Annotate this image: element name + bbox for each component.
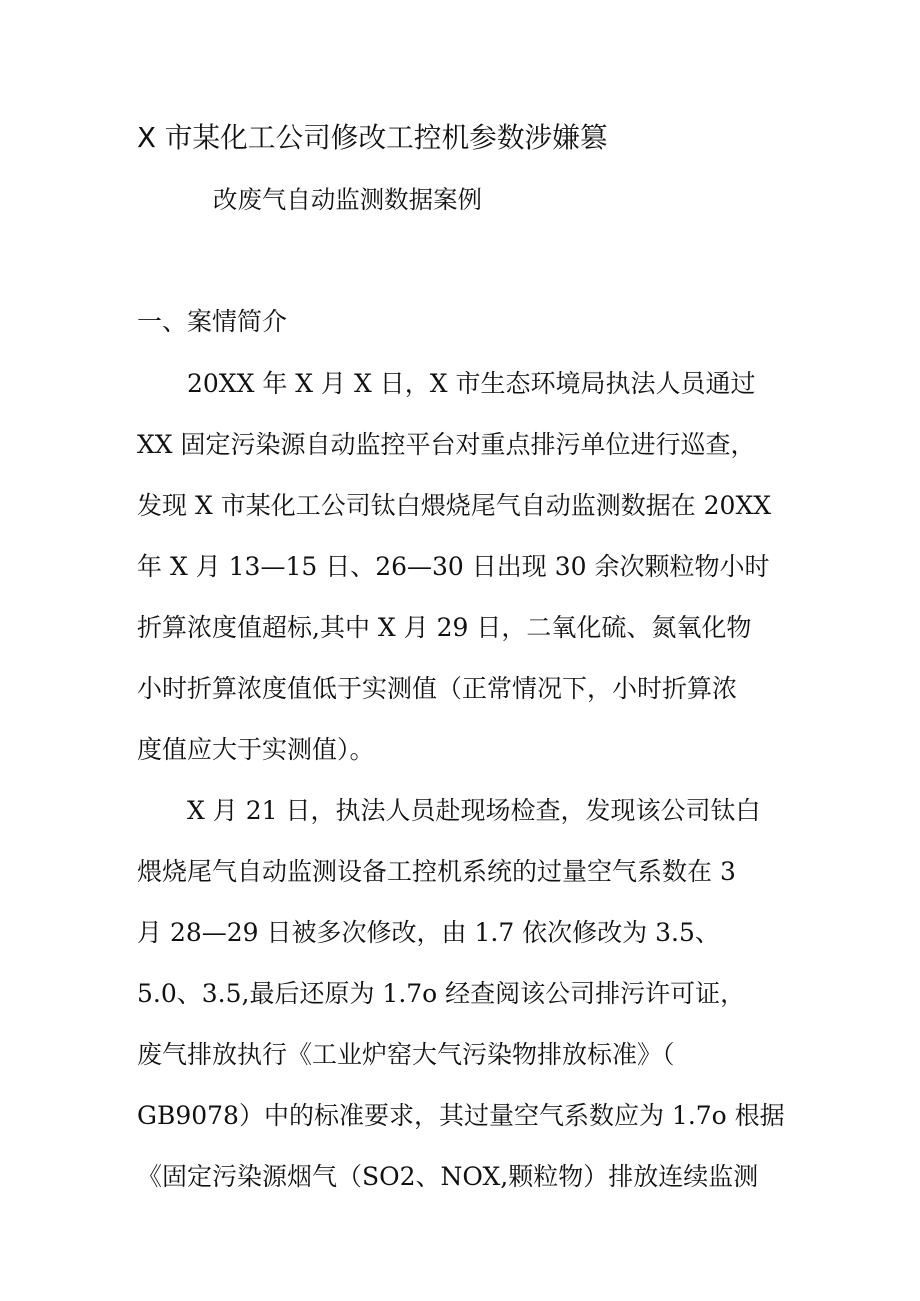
paragraph-1-line-4: 年 X 月 13—15 日、26—30 日出现 30 余次颗粒物小时 (137, 552, 770, 581)
paragraph-1-line-3: 发现 X 市某化工公司钛白煨烧尾气自动监测数据在 20XX (137, 491, 772, 520)
paragraph-2-line-2: 煨烧尾气自动监测设备工控机系统的过量空气系数在 3 (137, 857, 736, 886)
paragraph-2-line-4: 5.0、3.5,最后还原为 1.7o 经查阅该公司排污许可证， (137, 979, 746, 1008)
paragraph-2-line-6: GB9078）中的标准要求，其过量空气系数应为 1.7o 根据 (137, 1101, 785, 1130)
document-title-line-2: 改废气自动监测数据案例 (213, 185, 482, 214)
paragraph-1-line-7: 度值应大于实测值）。 (137, 735, 375, 764)
paragraph-2-line-5: 废气排放执行《工业炉窑大气污染物排放标准》（ (137, 1040, 675, 1069)
paragraph-1-line-5: 折算浓度值超标,其中 X 月 29 日，二氧化硫、氮氧化物 (137, 613, 752, 642)
paragraph-2-line-7: 《固定污染源烟气（SO2、NOX,颗粒物）排放连续监测 (137, 1162, 759, 1191)
paragraph-1-line-1: 20XX 年 X 月 X 日，X 市生态环境局执法人员通过 (187, 369, 756, 398)
section-heading: 一、案情简介 (137, 307, 288, 336)
paragraph-2-line-1: X 月 21 日，执法人员赴现场检查，发现该公司钛白 (187, 796, 761, 825)
document-title-line-1: X 市某化工公司修改工控机参数涉嫌篡 (137, 121, 608, 154)
paragraph-1-line-2: XX 固定污染源自动监控平台对重点排污单位进行巡查， (137, 430, 756, 459)
paragraph-2-line-3: 月 28—29 日被多次修改，由 1.7 依次修改为 3.5、 (137, 918, 720, 947)
paragraph-1-line-6: 小时折算浓度值低于实测值（正常情况下，小时折算浓 (137, 674, 738, 703)
